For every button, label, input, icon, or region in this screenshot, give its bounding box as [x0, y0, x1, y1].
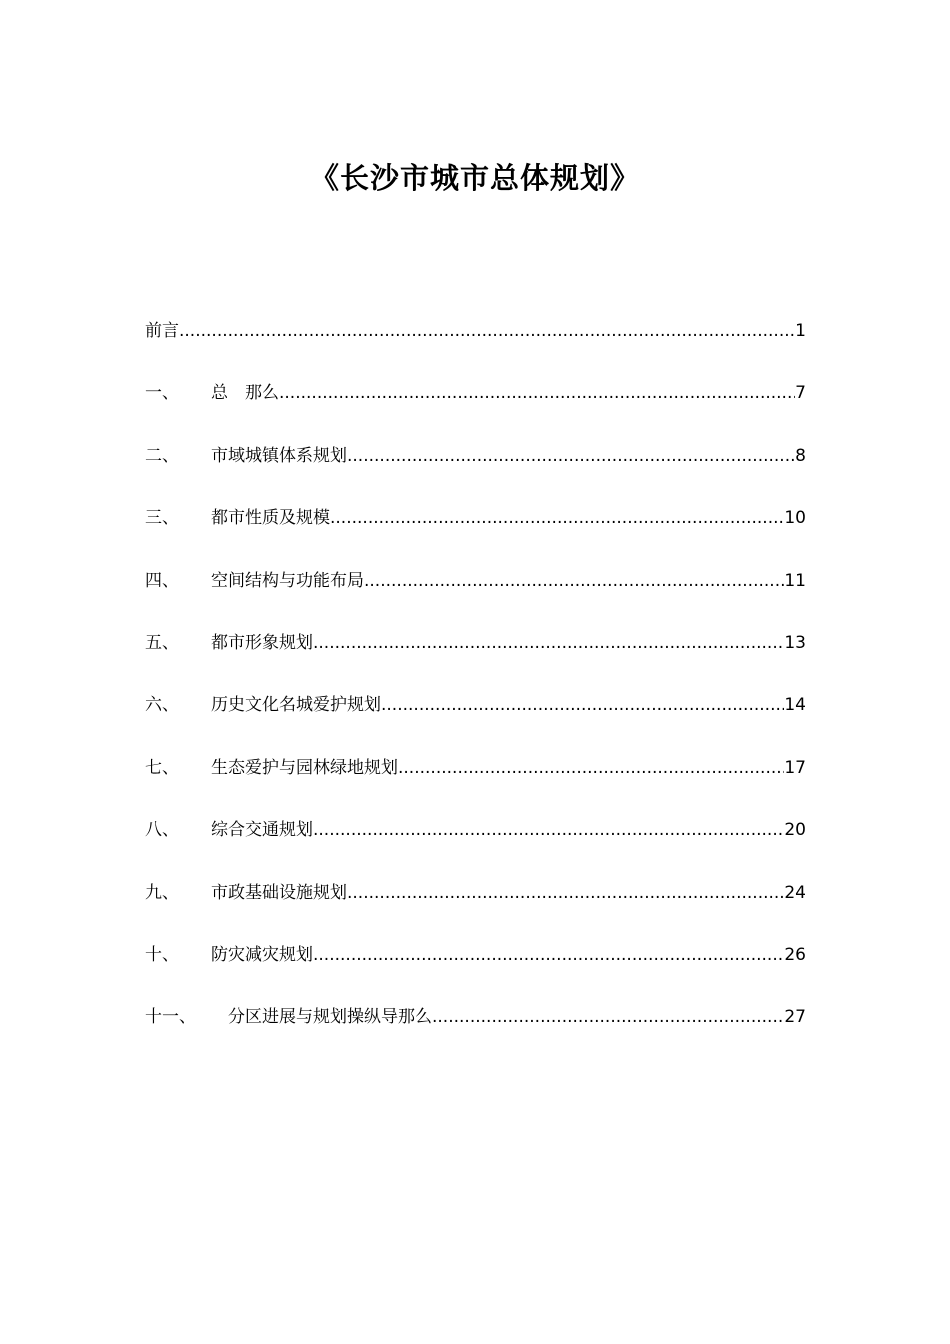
toc-dot-leader — [364, 566, 784, 596]
toc-entry-page: 11 — [784, 570, 806, 591]
toc-entry-4[interactable] — [145, 566, 806, 628]
toc-entry-number: 一、 — [145, 383, 179, 404]
toc-entry-page: 10 — [784, 508, 806, 529]
toc-entry-8[interactable] — [145, 815, 806, 877]
toc-entry-page: 1 — [795, 321, 806, 341]
toc-entry-page: 7 — [795, 383, 806, 404]
toc-entry-label: 市政基础设施规划 — [211, 882, 347, 903]
toc-entry-preface[interactable] — [145, 316, 806, 378]
toc-entry-number: 六、 — [145, 695, 179, 716]
toc-entry-3[interactable] — [145, 503, 806, 565]
toc-dot-leader — [279, 378, 795, 408]
toc-dot-leader — [347, 878, 784, 908]
toc-entry-5[interactable] — [145, 628, 806, 690]
toc-entry-label: 都市形象规划 — [211, 632, 313, 653]
toc-entry-number: 三、 — [145, 508, 179, 529]
toc-entry-page: 26 — [784, 944, 806, 965]
toc-entry-number: 五、 — [145, 632, 179, 653]
toc-entry-label: 前言 — [145, 321, 179, 341]
toc-entry-label: 生态爱护与园林绿地规划 — [211, 757, 398, 778]
toc-entry-10[interactable] — [145, 940, 806, 1002]
toc-entry-label: 都市性质及规模 — [211, 508, 330, 529]
toc-dot-leader — [313, 815, 784, 845]
toc-entry-1[interactable] — [145, 378, 806, 440]
toc-entry-label: 空间结构与功能布局 — [211, 570, 364, 591]
toc-entry-number: 二、 — [145, 445, 179, 466]
toc-entry-page: 13 — [784, 632, 806, 653]
toc-dot-leader — [398, 753, 784, 783]
toc-entry-label: 历史文化名城爱护规划 — [211, 695, 381, 716]
toc-dot-leader — [179, 316, 795, 346]
toc-entry-number: 七、 — [145, 757, 179, 778]
toc-entry-number: 八、 — [145, 820, 179, 841]
toc-entry-number: 十一、 — [145, 1007, 196, 1028]
toc-entry-label: 总 那么 — [211, 383, 279, 404]
toc-entry-number: 九、 — [145, 882, 179, 903]
toc-entry-2[interactable] — [145, 441, 806, 503]
toc-dot-leader — [347, 441, 795, 471]
toc-entry-6[interactable] — [145, 690, 806, 752]
toc-entry-page: 8 — [795, 445, 806, 466]
toc-entry-page: 27 — [784, 1007, 806, 1028]
toc-entry-page: 14 — [784, 695, 806, 716]
toc-entry-7[interactable] — [145, 753, 806, 815]
toc-dot-leader — [313, 940, 784, 970]
toc-dot-leader — [313, 628, 784, 658]
toc-entry-label: 综合交通规划 — [211, 820, 313, 841]
table-of-contents — [145, 316, 806, 1065]
toc-entry-11[interactable] — [145, 1002, 806, 1064]
toc-entry-label: 市域城镇体系规划 — [211, 445, 347, 466]
toc-dot-leader — [432, 1002, 784, 1032]
toc-entry-label: 分区进展与规划操纵导那么 — [228, 1007, 432, 1028]
document-title: 《长沙市城市总体规划》 — [309, 161, 640, 195]
toc-entry-page: 20 — [784, 820, 806, 841]
toc-dot-leader — [330, 503, 784, 533]
toc-entry-page: 24 — [784, 882, 806, 903]
toc-entry-label: 防灾减灾规划 — [211, 944, 313, 965]
toc-entry-number: 十、 — [145, 944, 179, 965]
toc-dot-leader — [381, 690, 784, 720]
toc-entry-9[interactable] — [145, 878, 806, 940]
toc-entry-page: 17 — [784, 757, 806, 778]
toc-entry-number: 四、 — [145, 570, 179, 591]
